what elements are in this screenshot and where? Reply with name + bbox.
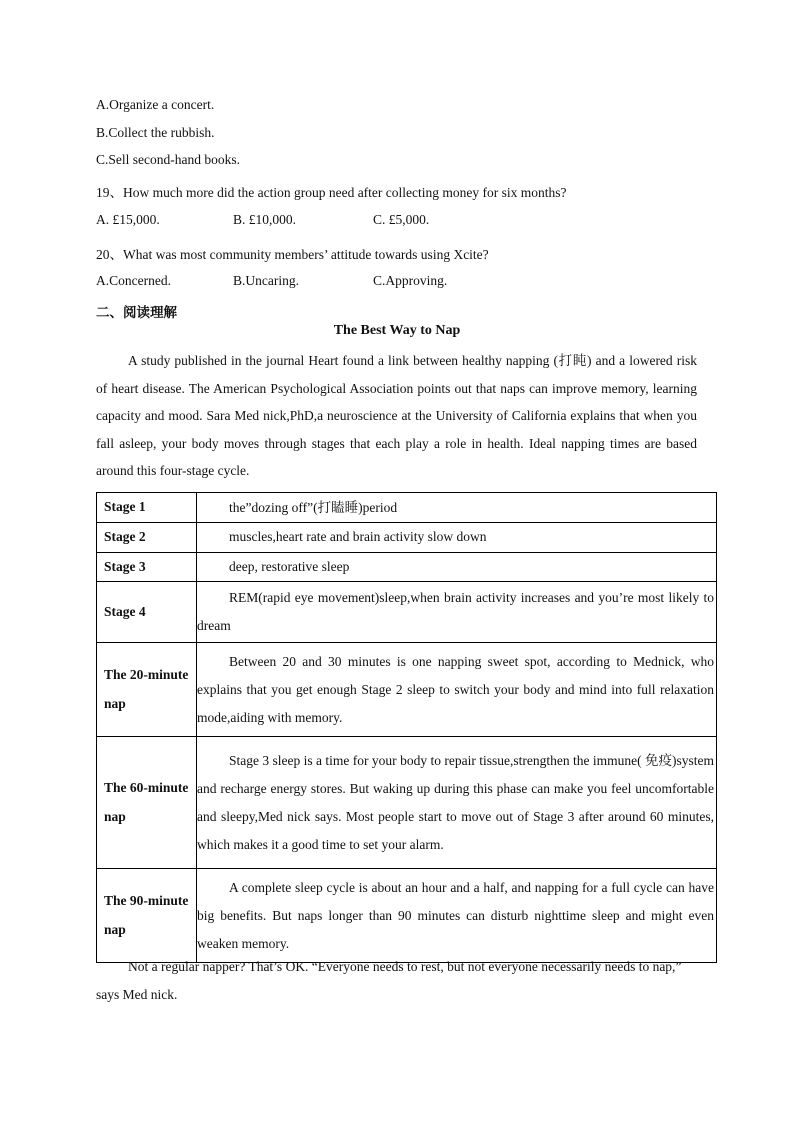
q19-option-a: A. £15,000. [96, 212, 160, 227]
q19-question: 19、How much more did the action group need after collecting money for six months? [96, 185, 567, 200]
row-text-cell [197, 737, 717, 869]
q20-option-b: B.Uncaring. [233, 273, 299, 288]
row-label: The 20-minute nap [97, 643, 197, 737]
row-text-cell [197, 552, 717, 582]
row-text-cell [197, 493, 717, 523]
row-label: The 60-minute nap [97, 737, 197, 869]
section-heading: 二、阅读理解 [96, 305, 177, 321]
row-label: Stage 3 [97, 552, 197, 582]
row-text-cell [197, 523, 717, 553]
row-label: Stage 1 [97, 493, 197, 523]
row-text: Stage 3 sleep is a time for your body to repair tissue,strengthen the immune( 免疫)system and recharge energy stores. But waking up during this phase can make you feel uncomfortable and sleepy,Med nick says. Most people start to move out of Stage 3 after around 60 minutes, which makes it a good time to set your alarm. [197, 752, 714, 852]
q19-option-c: C. £5,000. [373, 212, 430, 227]
closing-paragraph [96, 953, 697, 1008]
intro-paragraph [96, 347, 697, 485]
table-row [97, 737, 717, 869]
q20-option-c: C.Approving. [373, 273, 448, 288]
closing-text: Not a regular napper? That’s OK. “Everyone needs to rest, but not everyone necessarily needs to nap,” says Med nick. [96, 959, 682, 1002]
row-text: REM(rapid eye movement)sleep,when brain activity increases and you’re most likely to dream [197, 590, 714, 633]
nap-stages-table [96, 492, 717, 963]
row-text-cell [197, 869, 717, 963]
row-label: Stage 4 [97, 582, 197, 643]
row-text-cell [197, 643, 717, 737]
table-row [97, 869, 717, 963]
passage-title: The Best Way to Nap [333, 323, 461, 338]
q20-option-a: A.Concerned. [96, 273, 171, 288]
q18-option-a: A.Organize a concert. [96, 97, 215, 112]
intro-text: A study published in the journal Heart found a link between healthy napping (打盹) and a lowered risk of heart disease. The American Psychological Association points out that naps can improve memory, learning capacity and mood. Sara Med nick,PhD,a neuroscience at the University of California explains that when you fall asleep, your body moves through stages that each play a role in health. Ideal napping times are based around this four-stage cycle. [96, 353, 697, 479]
row-text: Between 20 and 30 minutes is one napping sweet spot, according to Mednick, who explains that you get enough Stage 2 sleep to switch your body and mind into full relaxation mode,aiding with memory. [197, 653, 714, 725]
q18-option-c: C.Sell second-hand books. [96, 152, 240, 167]
table-row [97, 552, 717, 582]
table-row [97, 582, 717, 643]
table-row [97, 643, 717, 737]
row-text: the”dozing off”(打瞌睡)period [229, 499, 398, 515]
q19-option-b: B. £10,000. [233, 212, 297, 227]
q18-option-b: B.Collect the rubbish. [96, 125, 215, 140]
row-label: Stage 2 [97, 523, 197, 553]
row-text: A complete sleep cycle is about an hour and a half, and napping for a full cycle can have big benefits. But naps longer than 90 minutes can disturb nighttime sleep and might even weaken memory. [197, 879, 714, 951]
q20-question: 20、What was most community members’ attitude towards using Xcite? [96, 247, 489, 262]
row-label: The 90-minute nap [97, 869, 197, 963]
row-text: muscles,heart rate and brain activity slow down [229, 529, 487, 545]
row-text: deep, restorative sleep [229, 558, 350, 574]
table-row [97, 493, 717, 523]
table-row [97, 523, 717, 553]
row-text-cell [197, 582, 717, 643]
